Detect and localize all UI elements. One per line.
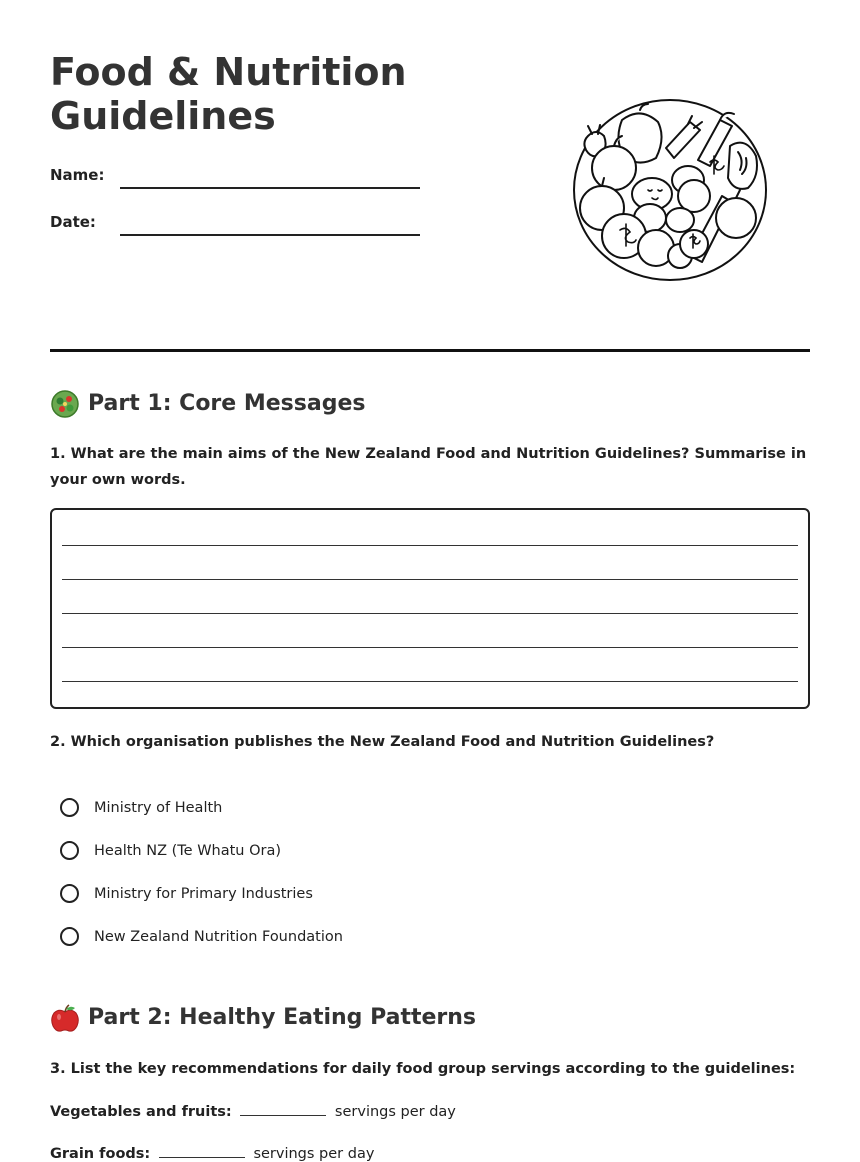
serving-suffix: servings per day [253, 1146, 375, 1162]
serving-grain-foods [50, 1143, 374, 1162]
answer-line [62, 545, 798, 546]
question-1: 1. What are the main aims of the New Zealand Food and Nutrition Guidelines? Summarise in your own words. [50, 446, 807, 488]
serving-blank[interactable] [240, 1101, 326, 1116]
radio-button[interactable] [60, 841, 79, 860]
option-ministry-of-health[interactable] [60, 798, 222, 817]
option-ministry-primary-industries[interactable] [60, 884, 313, 903]
salad-bowl-icon [50, 389, 80, 419]
red-apple-icon [50, 1003, 80, 1033]
part2-heading [50, 1003, 476, 1033]
option-label: Health NZ (Te Whatu Ora) [94, 842, 282, 859]
answer-line [62, 647, 798, 648]
answer-line [62, 579, 798, 580]
food-plate-icon [570, 96, 770, 286]
section-divider [50, 349, 810, 352]
option-label: Ministry of Health [94, 799, 223, 816]
question-2: 2. Which organisation publishes the New Zealand Food and Nutrition Guidelines? [50, 734, 715, 750]
radio-button[interactable] [60, 798, 79, 817]
serving-vegetables-fruits [50, 1101, 456, 1120]
date-field[interactable] [120, 234, 420, 236]
serving-suffix: servings per day [334, 1104, 456, 1120]
serving-label: Vegetables and fruits: [50, 1104, 232, 1120]
answer-line [62, 613, 798, 614]
radio-button[interactable] [60, 927, 79, 946]
option-label: Ministry for Primary Industries [94, 885, 313, 902]
page-title: Food & Nutrition Guidelines [50, 50, 407, 138]
name-label: Name: [50, 166, 105, 184]
option-nz-nutrition-foundation[interactable] [60, 927, 343, 946]
serving-label: Grain foods: [50, 1146, 151, 1162]
serving-blank[interactable] [159, 1143, 245, 1158]
radio-button[interactable] [60, 884, 79, 903]
answer-line [62, 681, 798, 682]
name-field[interactable] [120, 187, 420, 189]
option-health-nz[interactable] [60, 841, 281, 860]
answer-box-q1[interactable] [50, 508, 810, 709]
part1-heading-text: Part 1: Core Messages [88, 391, 366, 416]
question-3: 3. List the key recommendations for daily food group servings according to the guidelines: [50, 1061, 796, 1077]
part2-heading-text: Part 2: Healthy Eating Patterns [88, 1005, 477, 1030]
option-label: New Zealand Nutrition Foundation [94, 928, 343, 945]
part1-heading [50, 389, 365, 419]
date-label: Date: [50, 213, 96, 231]
